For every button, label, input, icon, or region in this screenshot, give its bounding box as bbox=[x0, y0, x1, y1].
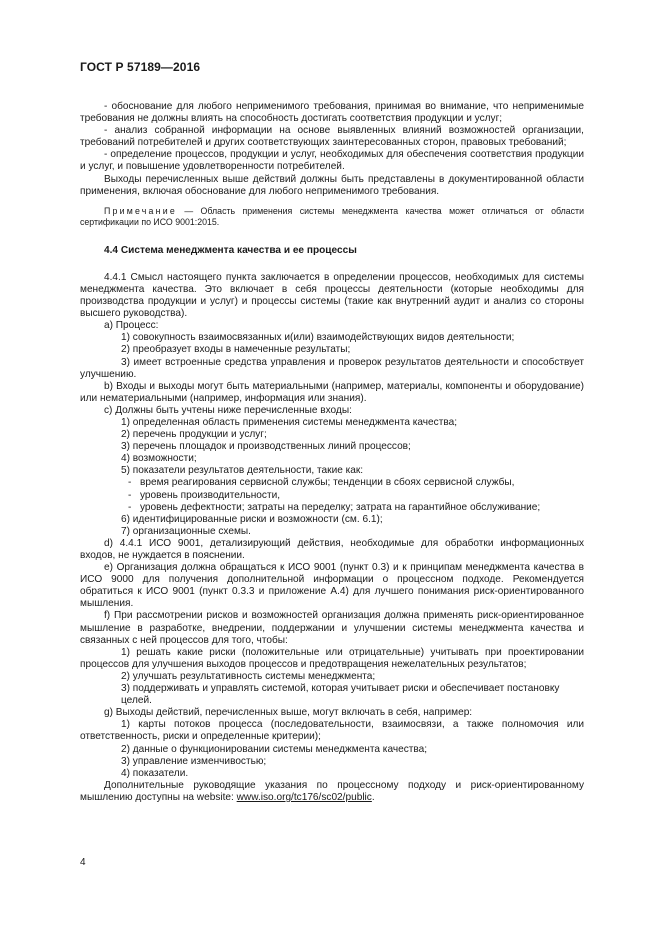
note-text: — Область применения системы менеджмента качества может отличаться от области сертификации по ИСО 9001:2015. bbox=[80, 205, 584, 227]
sub-item bbox=[80, 477, 584, 489]
closing-paragraph bbox=[80, 780, 584, 804]
sub-item-text: уровень производительности, bbox=[140, 489, 281, 501]
document-header: ГОСТ Р 57189—2016 bbox=[80, 60, 201, 74]
item-c-7: 7) организационные схемы. bbox=[121, 525, 251, 537]
item-c-4: 4) возможности; bbox=[121, 453, 197, 465]
dash-glyph: - bbox=[128, 501, 132, 513]
note-label: Примечание bbox=[104, 205, 177, 216]
item-g-1: 1) карты потоков процесса (последовательности, взаимосвязи, а также полномочия или ответственность, риски и определенные критерии); bbox=[80, 719, 584, 743]
sub-item bbox=[80, 490, 584, 502]
intro-item: - анализ собранной информации на основе выявленных влияний возможностей организации, требований потребителей и других соответствующих заинтересованных сторон, правовых требований; bbox=[80, 125, 584, 149]
intro-paragraph: Выходы перечисленных выше действий должны быть представлены в документированной области применения, включая обоснование для любого неприменимого требования. bbox=[80, 173, 584, 197]
item-c-2: 2) перечень продукции и услуг; bbox=[121, 429, 267, 441]
item-f-3: 3) поддерживать и управлять системой, которая учитывает риски и обеспечивает постановку целей. bbox=[121, 683, 560, 707]
item-b: b) Входы и выходы могут быть материальными (например, материалы, компоненты и оборудование) или нематериальными (например, информация или знания). bbox=[80, 380, 584, 404]
sub-item-text: время реагирования сервисной службы; тенденции в сбоях сервисной службы, bbox=[140, 477, 515, 489]
item-g-3: 3) управление изменчивостью; bbox=[121, 755, 267, 767]
paragraph-4-4-1: 4.4.1 Смысл настоящего пункта заключается в определении процессов, необходимых для системы менеджмента качества. Это включает в себя процессы деятельности (которые необходимы для производства продукции и услуг) и процессы системы (такие как внутренний аудит и анализ со стороны высшего руководства). bbox=[80, 271, 584, 320]
sub-item-text: уровень дефектности; затраты на переделку; затрата на гарантийное обслуживание; bbox=[140, 501, 541, 513]
item-c-label: с) Должны быть учтены ниже перечисленные входы: bbox=[104, 404, 352, 416]
item-c-3: 3) перечень площадок и производственных линий процессов; bbox=[121, 441, 411, 453]
item-f-label: f) При рассмотрении рисков и возможностей организация должна применять риск-ориентированное мышление в разработке, внедрении, поддержании и улучшении системы менеджмента качества и связанных с ней процессов для того, чтобы: bbox=[80, 610, 584, 646]
page-number: 4 bbox=[80, 857, 86, 868]
intro-item: - определение процессов, продукции и услуг, необходимых для обеспечения соответствия продукции и услуг, и повышение удовлетворенности потребителей. bbox=[80, 149, 584, 173]
item-g-2: 2) данные о функционировании системы менеджмента качества; bbox=[121, 743, 428, 755]
item-c-5: 5) показатели результатов деятельности, такие как: bbox=[121, 465, 364, 477]
sub-item bbox=[80, 502, 584, 514]
item-a-2: 2) преобразует входы в намеченные результаты; bbox=[121, 344, 351, 356]
closing-text: Дополнительные руководящие указания по процессному подходу и риск-ориентированному мышлению доступны на website: bbox=[80, 779, 584, 803]
website-link[interactable]: www.iso.org/tc176/sc02/public bbox=[236, 791, 372, 803]
item-f-2: 2) улучшать результативность системы менеджмента; bbox=[121, 670, 376, 682]
item-c-6: 6) идентифицированные риски и возможности (см. 6.1); bbox=[121, 513, 383, 525]
item-a-label: а) Процесс: bbox=[104, 320, 159, 332]
document-body bbox=[80, 101, 584, 804]
intro-item: - обоснование для любого неприменимого требования, принимая во внимание, что неприменимые требования не должны влиять на способность достигать соответствия продукции и услуг; bbox=[80, 101, 584, 125]
item-a-1: 1) совокупность взаимосвязанных и(или) взаимодействующих видов деятельности; bbox=[121, 332, 515, 344]
item-d: d) 4.4.1 ИСО 9001, детализирующий действия, необходимые для обработки информационных входов, не нуждается в пояснении. bbox=[80, 537, 584, 561]
note bbox=[80, 206, 584, 228]
item-e: е) Организация должна обращаться к ИСО 9001 (пункт 0.3) и к принципам менеджмента качества в ИСО 9000 для получения дополнительной информации о процессном подходе. Рекомендуется обратиться к ИСО 9001 (пункт 0.3.3 и приложение А.4) для лучшего понимания риск-ориентированного мышления. bbox=[80, 562, 584, 610]
item-f-1: 1) решать какие риски (положительные или отрицательные) учитывать при проектировании процессов для улучшения выходов процессов и предотвращения нежелательных результатов; bbox=[80, 646, 584, 670]
item-a-3: 3) имеет встроенные средства управления и проверок результатов деятельности и способствует улучшению. bbox=[80, 356, 584, 380]
item-g-4: 4) показатели. bbox=[121, 767, 189, 779]
dash-glyph: - bbox=[128, 477, 132, 489]
item-c-1: 1) определенная область применения системы менеджмента качества; bbox=[121, 416, 457, 428]
dash-glyph: - bbox=[128, 489, 132, 501]
section-title: 4.4 Система менеджмента качества и ее процессы bbox=[104, 244, 357, 256]
item-g-label: g) Выходы действий, перечисленных выше, могут включать в себя, например: bbox=[104, 707, 473, 719]
closing-end: . bbox=[371, 791, 375, 803]
